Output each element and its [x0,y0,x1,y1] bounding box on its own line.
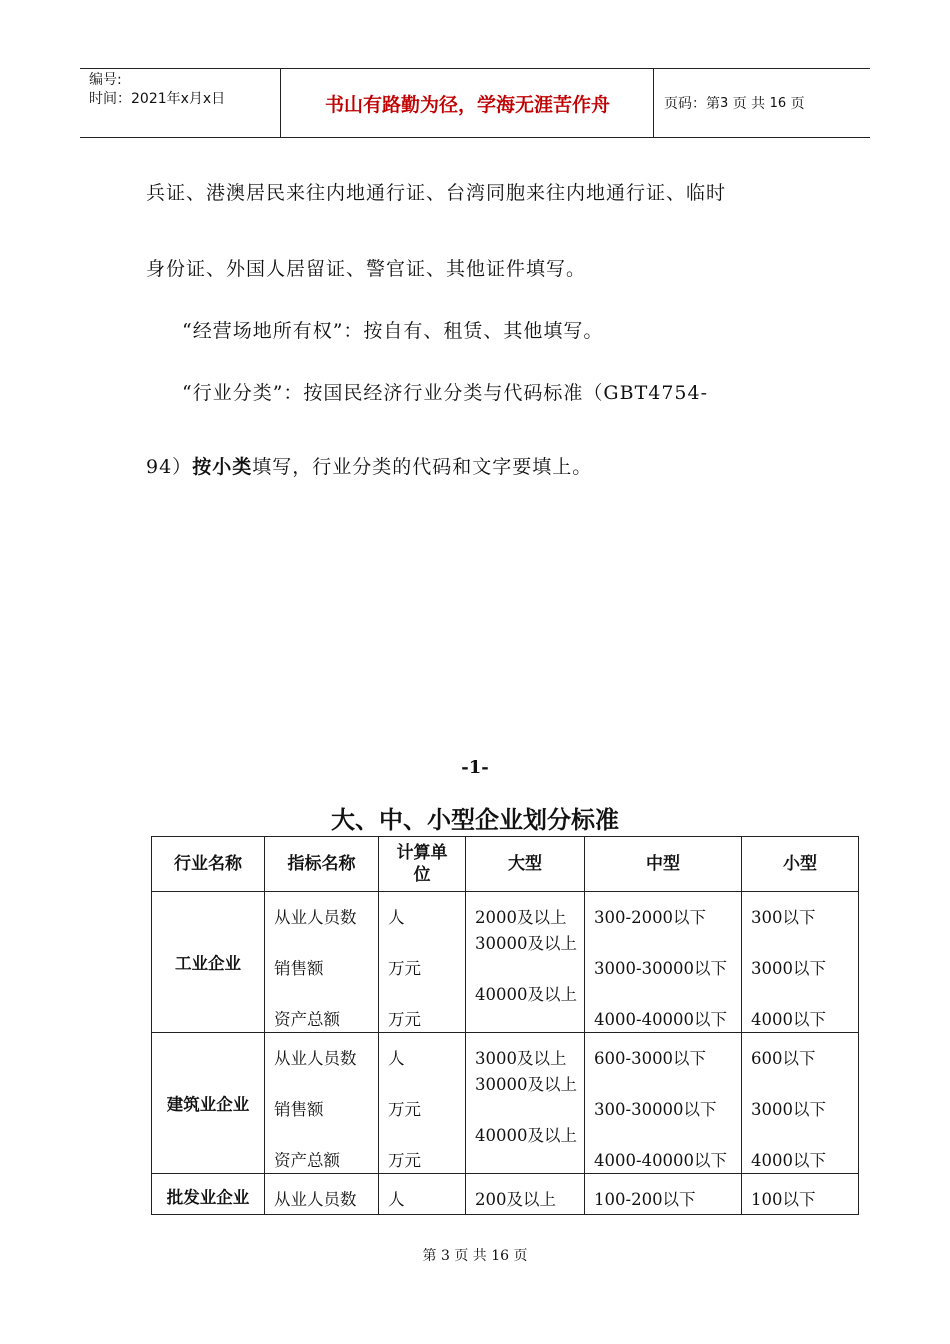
large-cell [466,892,585,1033]
small-threshold: 600以下 [751,1049,816,1068]
body-line-5-suffix: 填写，行业分类的代码和文字要填上。 [252,456,593,478]
unit-cell [379,1174,466,1215]
medium-threshold: 4000-40000以下 [594,1010,728,1029]
large-threshold: 40000及以上 [475,985,577,1004]
indicator-text: 资产总额 [274,1010,340,1029]
large-threshold: 40000及以上 [475,1126,577,1145]
column-header-unit [379,837,466,892]
medium-cell [585,892,742,1033]
small-cell [742,892,859,1033]
footer-page-total: 16 [491,1248,510,1264]
small-cell [742,1033,859,1174]
small-threshold: 4000以下 [751,1151,826,1170]
header-page-total: 16 [769,95,787,111]
body-line-5-prefix: 94） [146,456,193,478]
unit-text: 万元 [388,1100,421,1119]
small-threshold: 3000以下 [751,959,826,978]
table-row [152,1033,859,1174]
column-header-large: 大型 [466,837,585,892]
header-page-indicator [654,69,870,137]
large-threshold: 30000及以上 [475,934,577,953]
large-threshold: 30000及以上 [475,1075,577,1094]
medium-cell [585,1033,742,1174]
unit-text: 人 [388,1049,405,1068]
medium-threshold: 100-200以下 [594,1190,696,1209]
indicator-text: 从业人员数 [274,1049,357,1068]
footer-page-mid: 页 共 [454,1248,487,1264]
header-page-label: 页码：第 [664,96,720,112]
column-header-medium: 中型 [585,837,742,892]
body-line-1: 兵证、港澳居民来往内地通行证、台湾同胞来往内地通行证、临时 [146,182,727,204]
small-cell [742,1174,859,1215]
body-line-5-emphasis: 按小类 [192,456,253,478]
document-date-label: 时间：2021年x月x日 [89,91,226,107]
page-number: -1- [461,757,489,778]
indicator-text: 资产总额 [274,1151,340,1170]
unit-cell [379,892,466,1033]
medium-threshold: 600-3000以下 [594,1049,707,1068]
indicator-text: 从业人员数 [274,908,357,927]
large-cell [466,1174,585,1215]
unit-text: 万元 [388,1151,421,1170]
indicator-text: 销售额 [274,1100,324,1119]
unit-text: 万元 [388,1010,421,1029]
large-threshold: 2000及以上 [475,908,567,927]
indicator-text: 销售额 [274,959,324,978]
enterprise-classification-table [151,836,859,1215]
header-page-current: 3 [720,95,729,111]
small-threshold: 3000以下 [751,1100,826,1119]
medium-cell [585,1174,742,1215]
medium-threshold: 300-30000以下 [594,1100,717,1119]
footer-page-end: 页 [513,1248,528,1264]
medium-threshold: 300-2000以下 [594,908,707,927]
industry-name-cell: 批发业企业 [152,1174,265,1215]
indicator-cell [265,1174,379,1215]
footer-page-current: 3 [440,1248,450,1264]
small-threshold: 100以下 [751,1190,816,1209]
page-header [80,68,870,138]
small-threshold: 300以下 [751,908,816,927]
body-line-4: “行业分类”：按国民经济行业分类与代码标准（GBT4754- [182,382,709,404]
unit-text: 人 [388,1190,405,1209]
medium-threshold: 4000-40000以下 [594,1151,728,1170]
page-footer [0,1245,950,1265]
table-title: 大、中、小型企业划分标准 [331,806,619,834]
header-motto: 书山有路勤为径，学海无涯苦作舟 [282,69,654,137]
large-cell [466,1033,585,1174]
header-meta [80,69,281,137]
column-header-industry: 行业名称 [152,837,265,892]
footer-page-prefix: 第 [422,1248,437,1264]
large-threshold: 3000及以上 [475,1049,567,1068]
body-line-3: “经营场地所有权”：按自有、租赁、其他填写。 [182,320,604,342]
column-header-unit-text: 计算单位 [396,843,448,885]
small-threshold: 4000以下 [751,1010,826,1029]
column-header-indicator: 指标名称 [265,837,379,892]
body-line-2: 身份证、外国人居留证、警官证、其他证件填写。 [146,258,587,280]
indicator-cell [265,1033,379,1174]
header-page-end: 页 [790,96,805,112]
column-header-small: 小型 [742,837,859,892]
header-page-mid: 页 共 [732,96,766,112]
medium-threshold: 3000-30000以下 [594,959,728,978]
large-threshold: 200及以上 [475,1190,556,1209]
table-row [152,1174,859,1215]
unit-cell [379,1033,466,1174]
industry-name-cell: 工业企业 [152,892,265,1033]
indicator-cell [265,892,379,1033]
table-header-row [152,837,859,892]
indicator-text: 从业人员数 [274,1190,357,1209]
body-line-5 [146,452,592,479]
unit-text: 人 [388,908,405,927]
unit-text: 万元 [388,959,421,978]
document-number-label: 编号: [89,72,122,88]
industry-name-cell: 建筑业企业 [152,1033,265,1174]
table-row [152,892,859,1033]
